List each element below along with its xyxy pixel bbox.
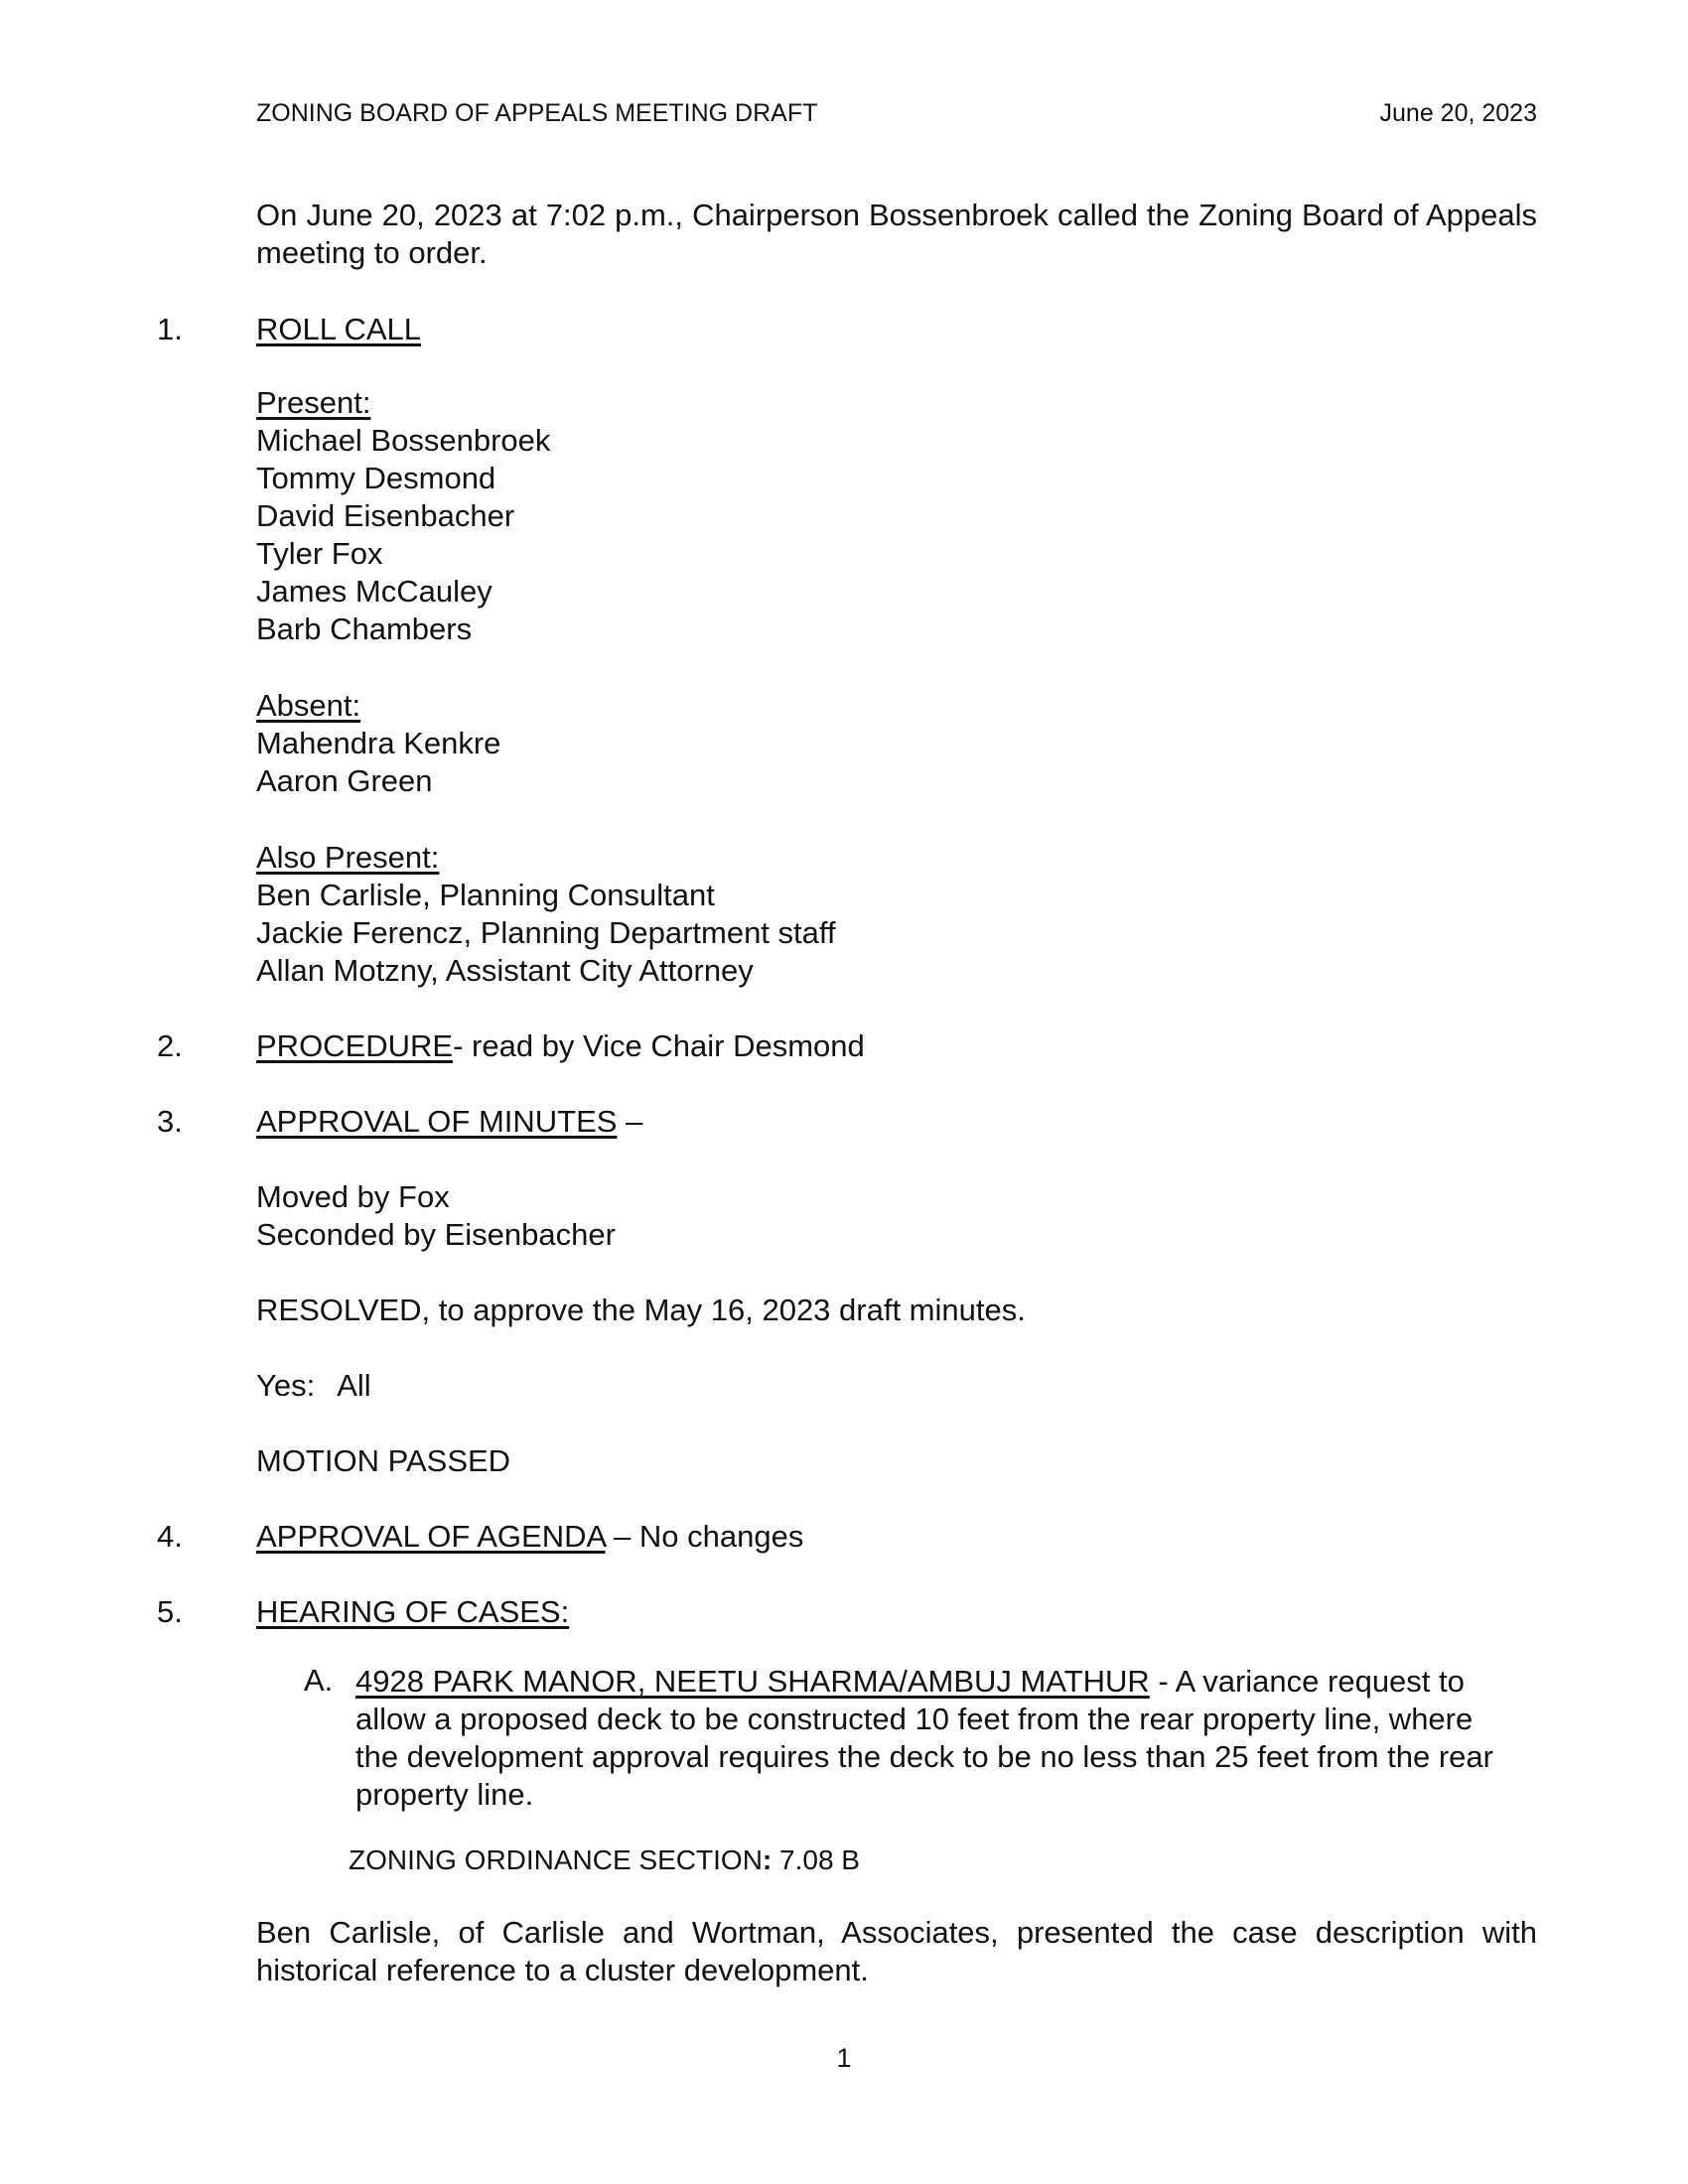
procedure-line: [256, 1028, 865, 1064]
absent-member: Aaron Green: [256, 763, 433, 798]
absent-list: [256, 687, 500, 800]
case-title: 4928 PARK MANOR, NEETU SHARMA/AMBUJ MATHUR: [355, 1664, 1150, 1699]
ordinance-value: 7.08 B: [772, 1844, 860, 1875]
resolved-text: RESOLVED, to approve the May 16, 2023 draft minutes.: [256, 1293, 1026, 1327]
vote-label: Yes:: [256, 1368, 316, 1403]
present-label: Present:: [256, 385, 371, 420]
vote-line: [256, 1368, 371, 1404]
section-number-1: 1.: [157, 312, 183, 346]
case-text: - A variance request to allow a proposed deck to be constructed 10 feet from the rear property line, where the development approval requires the deck to be no less than 25 feet from the rear property line.: [355, 1664, 1493, 1812]
seconded-by: Seconded by Eisenbacher: [256, 1217, 616, 1252]
minutes-suffix: –: [617, 1104, 643, 1139]
present-member: James McCauley: [256, 574, 492, 609]
also-present-list: [256, 839, 836, 990]
case-description: [355, 1663, 1517, 1814]
vote-value: All: [337, 1368, 371, 1403]
agenda-heading: APPROVAL OF AGENDA: [256, 1519, 606, 1554]
ordinance-line: [349, 1844, 860, 1876]
also-present-member: Ben Carlisle, Planning Consultant: [256, 878, 715, 912]
case-presentation: Ben Carlisle, of Carlisle and Wortman, Associates, presented the case description with historical reference to a cluster development.: [256, 1915, 1537, 1987]
section-number-5: 5.: [157, 1594, 183, 1629]
minutes-line: [256, 1104, 642, 1140]
agenda-text: – No changes: [605, 1519, 804, 1554]
present-member: Barb Chambers: [256, 612, 473, 646]
also-present-member: Jackie Ferencz, Planning Department staff: [256, 915, 836, 950]
motion-block: [256, 1178, 616, 1254]
header-title: ZONING BOARD OF APPEALS MEETING DRAFT: [256, 99, 818, 127]
absent-member: Mahendra Kenkre: [256, 726, 501, 760]
section-number-4: 4.: [157, 1519, 183, 1554]
moved-by: Moved by Fox: [256, 1179, 450, 1214]
section-number-2: 2.: [157, 1028, 183, 1063]
page-number: 1: [836, 2043, 852, 2073]
intro-paragraph: On June 20, 2023 at 7:02 p.m., Chairperson Bossenbroek called the Zoning Board of Appeals meeting to order.: [256, 198, 1537, 270]
hearing-heading: HEARING OF CASES:: [256, 1594, 570, 1629]
roll-call-heading: ROLL CALL: [256, 312, 421, 346]
minutes-heading: APPROVAL OF MINUTES: [256, 1104, 618, 1139]
also-present-member: Allan Motzny, Assistant City Attorney: [256, 953, 754, 988]
header-date: June 20, 2023: [1379, 99, 1537, 127]
present-list: [256, 384, 550, 648]
procedure-heading: PROCEDURE: [256, 1028, 454, 1063]
present-member: Michael Bossenbroek: [256, 423, 551, 458]
absent-label: Absent:: [256, 688, 361, 723]
ordinance-colon: :: [762, 1844, 773, 1875]
case-letter: A.: [304, 1663, 334, 1698]
procedure-text: - read by Vice Chair Desmond: [453, 1028, 865, 1063]
ordinance-label: ZONING ORDINANCE SECTION: [349, 1844, 763, 1875]
present-member: David Eisenbacher: [256, 498, 515, 533]
present-member: Tommy Desmond: [256, 461, 496, 495]
section-number-3: 3.: [157, 1104, 183, 1139]
agenda-line: [256, 1519, 803, 1555]
also-present-label: Also Present:: [256, 840, 440, 875]
present-member: Tyler Fox: [256, 536, 383, 571]
motion-result: MOTION PASSED: [256, 1443, 511, 1478]
